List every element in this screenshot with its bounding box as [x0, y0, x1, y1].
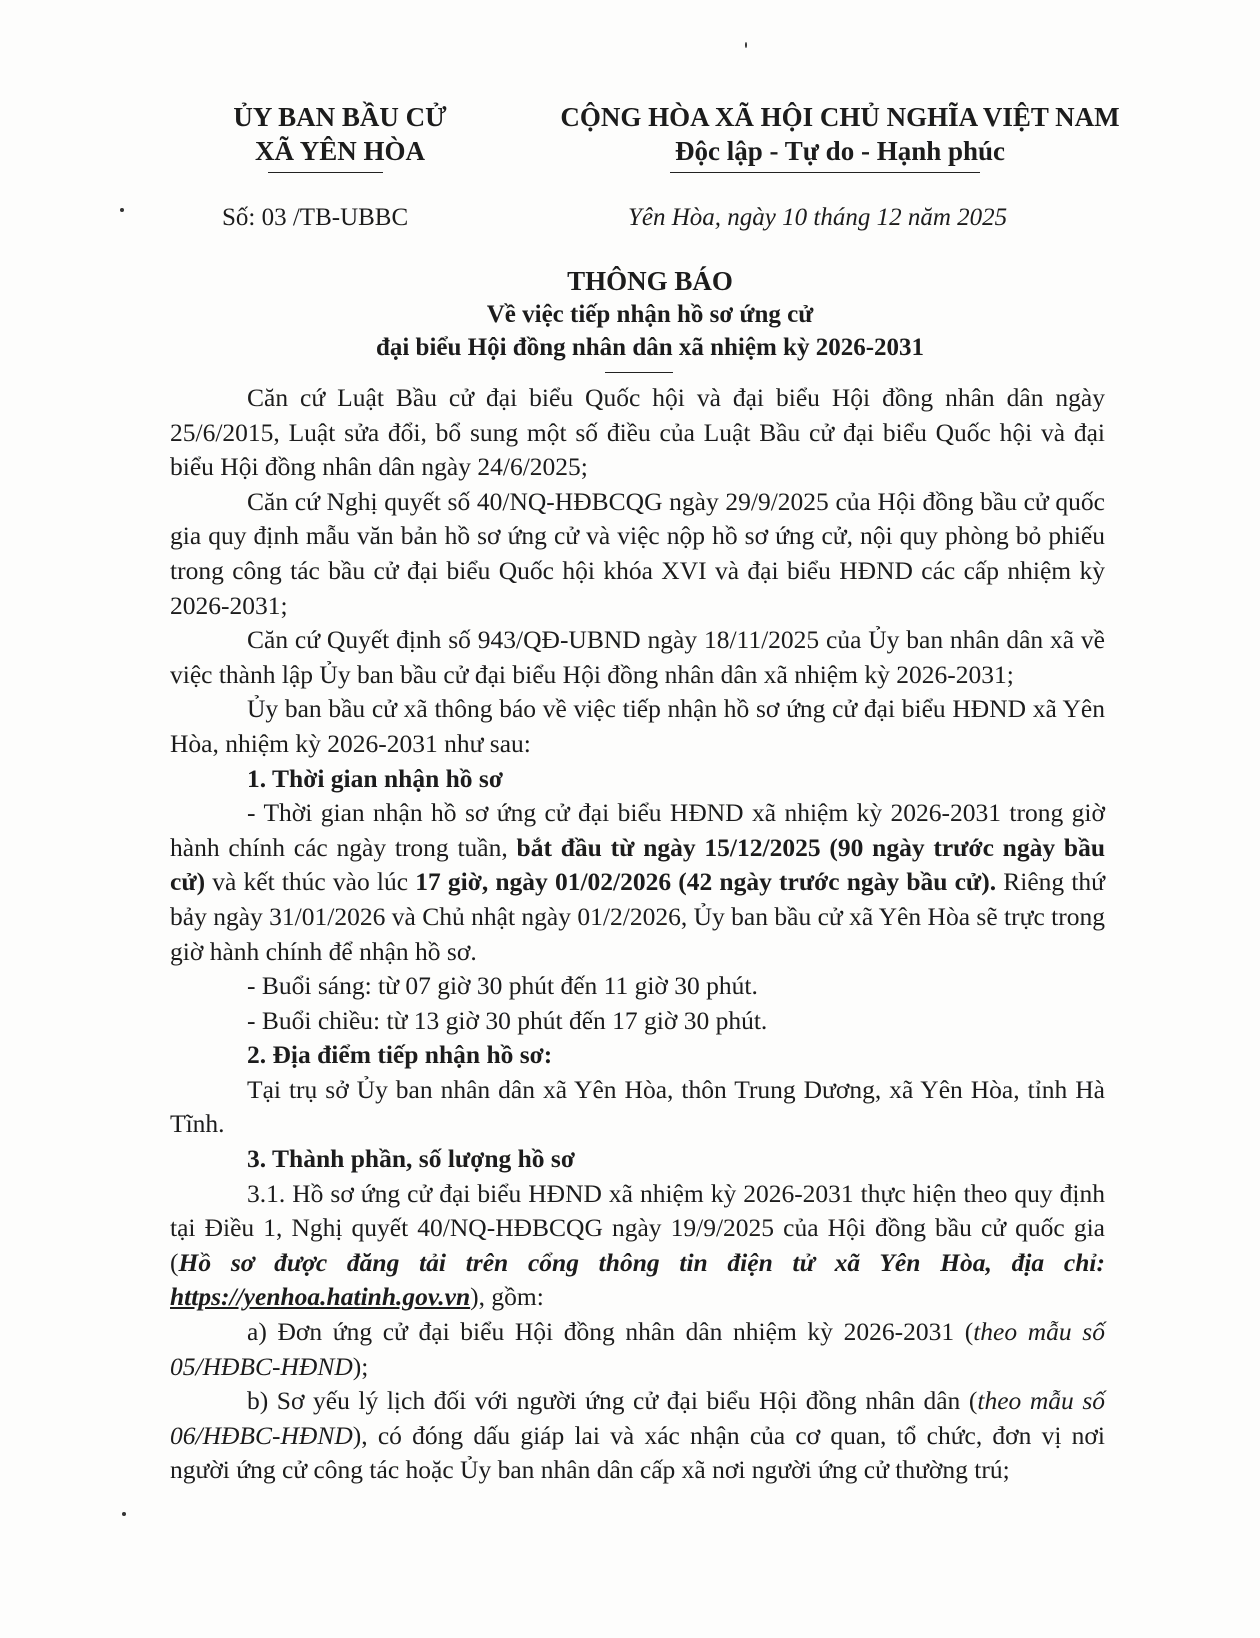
text-run: và kết thúc vào lúc	[205, 867, 416, 897]
section-1-heading: 1. Thời gian nhận hồ sơ	[247, 763, 503, 793]
scan-speck	[122, 1512, 126, 1516]
scan-speck	[745, 42, 747, 48]
title-underline	[605, 372, 673, 373]
title-subject-line2: đại biểu Hội đồng nhân dân xã nhiệm kỳ 2026-2031	[375, 334, 925, 361]
text-run: ), có đóng dấu giáp lai và xác nhận của cơ quan, tổ chức, đơn vị nơi người ứng cử công tác hoặc Ủy ban nhân dân cấp xã nơi người ứng cử thường trú;	[170, 1420, 1105, 1485]
text-run: ), gồm:	[470, 1282, 544, 1312]
form-reference: theo mẫu số 05/HĐBC-HĐND	[170, 1317, 1105, 1381]
issuing-authority	[190, 100, 490, 168]
legal-basis-2: Căn cứ Nghị quyết số 40/NQ-HĐBCQG ngày 29/9/2025 của Hội đồng bầu cử quốc gia quy định mẫu văn bản hồ sơ ứng cử và việc nộp hồ sơ ứng cử, nội quy phòng bỏ phiếu trong công tác bầu cử đại biểu Quốc hội khóa XVI và đại biểu HĐND các cấp nhiệm kỳ 2026-2031;	[170, 486, 1105, 620]
motto-underline	[670, 172, 980, 173]
national-title: CỘNG HÒA XÃ HỘI CHỦ NGHĨA VIỆT NAM	[560, 102, 1120, 132]
issuing-authority-line1: ỦY BAN BẦU CỬ	[233, 102, 447, 132]
section-1-time-paragraph	[170, 796, 1105, 969]
text-run: Riêng thứ bảy ngày 31/01/2026 và Chủ nhật ngày 01/2/2026, Ủy ban bầu cử xã Yên Hòa sẽ trực trong giờ hành chính để nhận hồ sơ.	[170, 867, 1105, 966]
item-a	[170, 1315, 1105, 1384]
title-main: THÔNG BÁO	[567, 266, 733, 296]
authority-underline	[268, 172, 383, 173]
text-run: 3.1. Hồ sơ ứng cử đại biểu HĐND xã nhiệm kỳ 2026-2031 thực hiện theo quy định tại Điều 1, Nghị quyết 40/NQ-HĐBCQG ngày 19/9/2025 của Hội đồng bầu cử quốc gia (	[170, 1178, 1105, 1277]
issuing-authority-line2: XÃ YÊN HÒA	[254, 136, 425, 166]
section-3-1-paragraph	[170, 1177, 1105, 1315]
document-body	[170, 381, 1105, 1488]
text-run: );	[352, 1351, 369, 1381]
item-b	[170, 1384, 1105, 1488]
section-2-heading: 2. Địa điểm tiếp nhận hồ sơ:	[247, 1040, 553, 1070]
legal-basis-3: Căn cứ Quyết định số 943/QĐ-UBND ngày 18/11/2025 của Ủy ban nhân dân xã về việc thành lập Ủy ban bầu cử đại biểu Hội đồng nhân dân xã nhiệm kỳ 2026-2031;	[170, 625, 1105, 689]
motto-line: Độc lập - Tự do - Hạnh phúc	[674, 136, 1006, 166]
start-date-emphasis: bắt đầu từ ngày 15/12/2025 (90 ngày trước ngày bầu cử)	[170, 832, 1105, 897]
text-run: - Thời gian nhận hồ sơ ứng cử đại biểu HĐND xã nhiệm kỳ 2026-2031 trong giờ hành chính các ngày trong tuần,	[170, 798, 1105, 862]
national-motto	[540, 100, 1140, 168]
portal-link[interactable]: https://yenhoa.hatinh.gov.vn	[170, 1282, 471, 1312]
text-run: a) Đơn ứng cử đại biểu Hội đồng nhân dân nhiệm kỳ 2026-2031 (	[247, 1317, 974, 1347]
scan-speck	[120, 208, 124, 212]
document-title	[260, 264, 1040, 364]
section-3-heading: 3. Thành phần, số lượng hồ sơ	[247, 1144, 575, 1174]
section-2-location: Tại trụ sở Ủy ban nhân dân xã Yên Hòa, thôn Trung Dương, xã Yên Hòa, tỉnh Hà Tĩnh.	[170, 1074, 1105, 1139]
place-date: Yên Hòa, ngày 10 tháng 12 năm 2025	[628, 204, 1008, 231]
end-date-emphasis: 17 giờ, ngày 01/02/2026 (42 ngày trước ngày bầu cử).	[415, 867, 997, 897]
morning-hours: - Buổi sáng: từ 07 giờ 30 phút đến 11 giờ 30 phút.	[247, 971, 758, 1001]
form-reference: theo mẫu số 06/HĐBC-HĐND	[170, 1386, 1105, 1450]
afternoon-hours: - Buổi chiều: từ 13 giờ 30 phút đến 17 giờ 30 phút.	[247, 1005, 768, 1035]
portal-note: Hồ sơ được đăng tải trên cổng thông tin điện tử xã Yên Hòa, địa chỉ:	[178, 1247, 1105, 1277]
legal-basis-1: Căn cứ Luật Bầu cử đại biểu Quốc hội và đại biểu Hội đồng nhân dân ngày 25/6/2015, Luật sửa đổi, bổ sung một số điều của Luật Bầu cử đại biểu Quốc hội và đại biểu Hội đồng nhân dân ngày 24/6/2025;	[170, 383, 1105, 482]
announcement-intro: Ủy ban bầu cử xã thông báo về việc tiếp nhận hồ sơ ứng cử đại biểu HĐND xã Yên Hòa, nhiệm kỳ 2026-2031 như sau:	[170, 694, 1105, 758]
title-subject-line1: Về việc tiếp nhận hồ sơ ứng cử	[486, 301, 814, 328]
text-run: b) Sơ yếu lý lịch đối với người ứng cử đại biểu Hội đồng nhân dân (	[247, 1386, 978, 1416]
document-number: Số: 03 /TB-UBBC	[222, 204, 409, 231]
